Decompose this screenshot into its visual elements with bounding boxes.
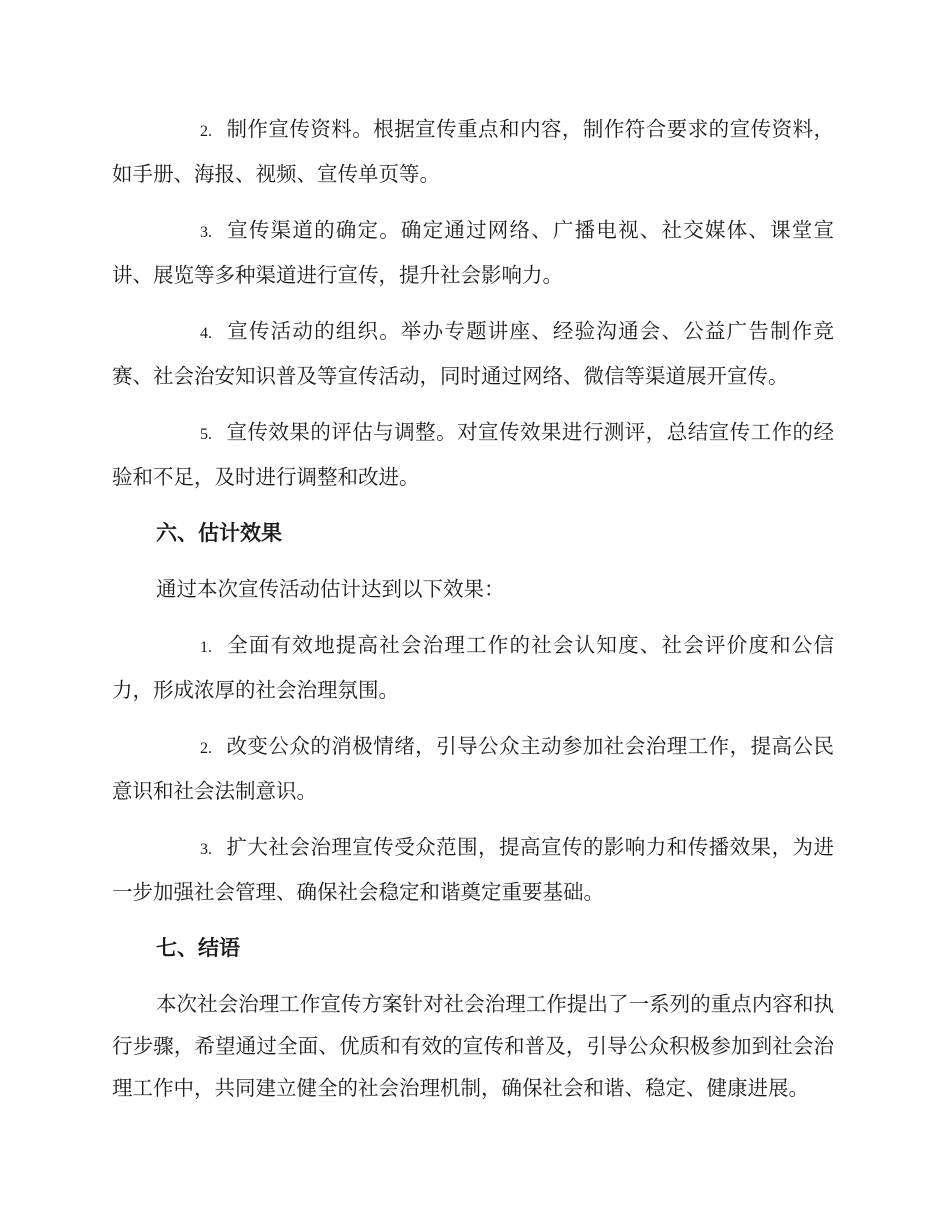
- list-item: [112, 310, 834, 397]
- list-text: 扩大社会治理宣传受众范围，提高宣传的影响力和传播效果，为进一步加强社会管理、确保社会稳定和谐奠定重要基础。: [112, 835, 834, 904]
- list-number: 5.: [200, 426, 212, 443]
- section-heading: 六、估计效果: [156, 520, 282, 545]
- list-item: [112, 725, 834, 812]
- list-text: 宣传效果的评估与调整。对宣传效果进行测评，总结宣传工作的经验和不足，及时进行调整和改进。: [112, 420, 834, 489]
- list-number: 4.: [200, 325, 212, 342]
- list-item: [112, 826, 834, 913]
- list-text: 宣传渠道的确定。确定通过网络、广播电视、社交媒体、课堂宣讲、展览等多种渠道进行宣传，提升社会影响力。: [112, 218, 834, 287]
- list-number: 3.: [200, 224, 212, 241]
- list-number: 2.: [200, 740, 212, 757]
- list-number: 3.: [200, 841, 212, 858]
- list-text: 全面有效地提高社会治理工作的社会认知度、社会评价度和公信力，形成浓厚的社会治理氛围。: [112, 633, 834, 702]
- list-item: [112, 108, 834, 195]
- list-item: [112, 624, 834, 711]
- list-number: 2.: [200, 123, 212, 140]
- list-text: 制作宣传资料。根据宣传重点和内容，制作符合要求的宣传资料，如手册、海报、视频、宣传单页等。: [112, 117, 834, 186]
- document-page: [112, 108, 834, 1123]
- list-number: 1.: [200, 639, 212, 656]
- section-heading: 七、结语: [156, 935, 240, 960]
- list-item: [112, 209, 834, 296]
- paragraph: 通过本次宣传活动估计达到以下效果：: [156, 577, 505, 601]
- list-item: [112, 411, 834, 498]
- list-text: 改变公众的消极情绪，引导公众主动参加社会治理工作，提高公民意识和社会法制意识。: [112, 734, 834, 803]
- paragraph: 本次社会治理工作宣传方案针对社会治理工作提出了一系列的重点内容和执行步骤，希望通过全面、优质和有效的宣传和普及，引导公众积极参加到社会治理工作中，共同建立健全的社会治理机制，确保社会和谐、稳定、健康进展。: [112, 992, 834, 1100]
- list-text: 宣传活动的组织。举办专题讲座、经验沟通会、公益广告制作竞赛、社会治安知识普及等宣传活动，同时通过网络、微信等渠道展开宣传。: [112, 319, 834, 388]
